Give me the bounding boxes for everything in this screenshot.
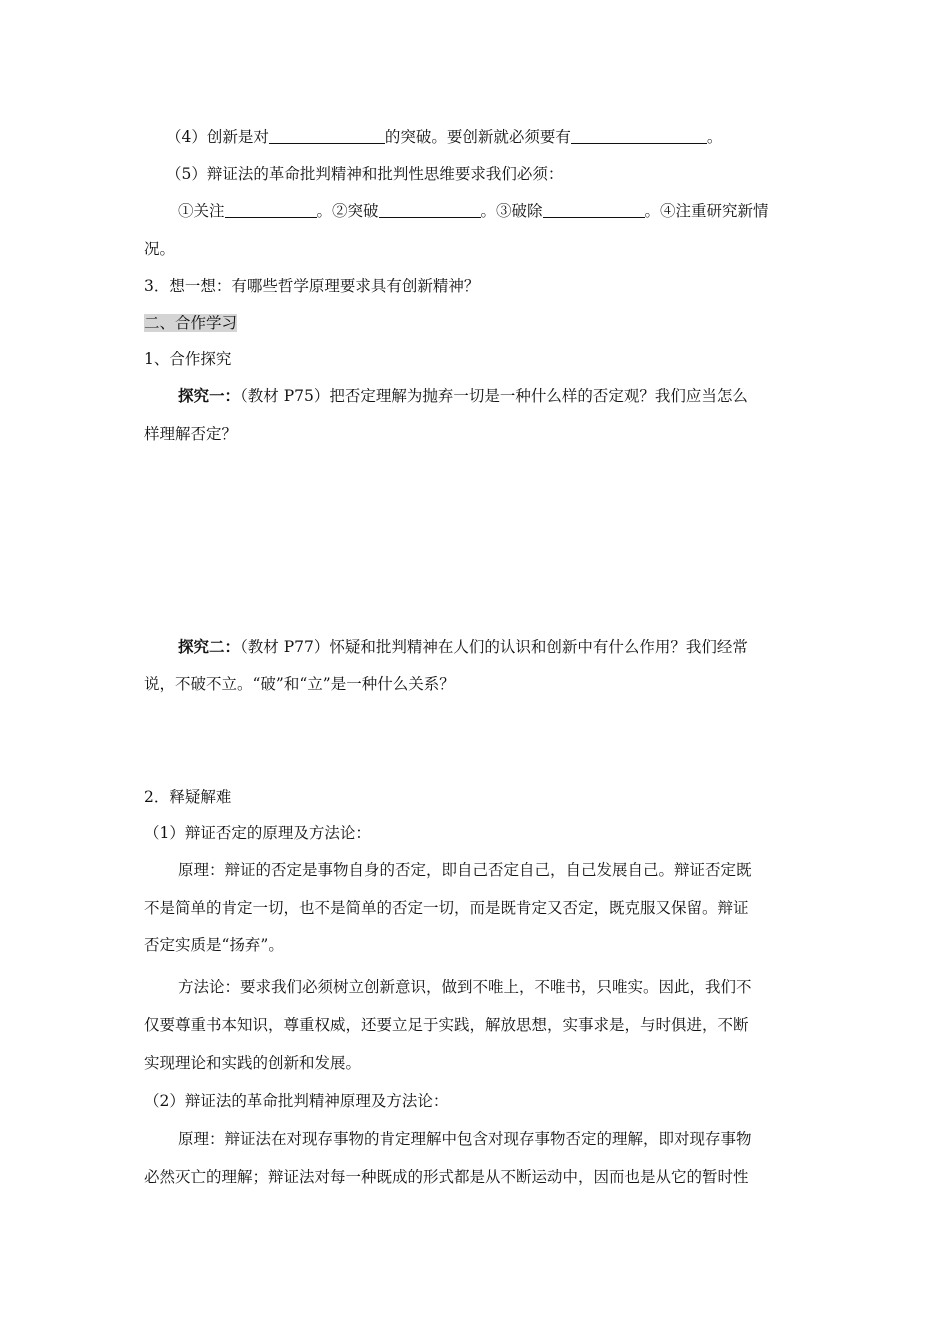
point-1-method-line-1: 方法论：要求我们必须树立创新意识，做到不唯上，不唯书，只唯实。因此，我们不 (178, 978, 752, 996)
point-2-principle-line-1: 原理：辩证法在对现存事物的肯定理解中包含对现存事物否定的理解，即对现存事物 (178, 1130, 752, 1148)
explore-2-label: 探究二： (178, 637, 241, 656)
question-4 (166, 126, 722, 148)
question-5-item-c: 。③破除 (480, 202, 543, 220)
point-2-principle-line-2: 必然灭亡的理解；辩证法对每一种既成的形式都是从不断运动中，因而也是从它的暂时性 (144, 1168, 749, 1186)
blank-1 (269, 127, 385, 144)
question-5-wrap: 况。 (144, 240, 176, 258)
explore-1-label: 探究一： (178, 386, 241, 405)
section-heading-text: 二、合作学习 (144, 314, 238, 332)
blank-3 (225, 201, 317, 218)
explore-1-wrap: 样理解否定？ (144, 425, 238, 443)
point-1-method-line-2: 仅要尊重书本知识，尊重权威，还要立足于实践，解放思想，实事求是，与时俱进，不断 (144, 1016, 749, 1034)
blank-2 (571, 127, 707, 144)
subsection-resolve: 2．释疑解难 (144, 788, 232, 806)
blank-5 (543, 201, 645, 218)
explore-1 (178, 385, 748, 407)
point-1-method-line-3: 实现理论和实践的创新和发展。 (144, 1054, 362, 1072)
question-4-text-b: 的突破。要创新就必须要有 (384, 128, 571, 146)
explore-2-wrap: 说，不破不立。“破”和“立”是一种什么关系？ (144, 675, 455, 693)
question-5-item-d: 。④注重研究新情 (644, 202, 769, 220)
blank-4 (379, 201, 481, 218)
question-4-text-a: （4）创新是对 (166, 128, 269, 146)
explore-2 (178, 636, 748, 658)
point-1-principle-line-2: 不是简单的肯定一切，也不是简单的否定一切，而是既肯定又否定，既克服又保留。辩证 (144, 899, 749, 917)
question-5-title: （5）辩证法的革命批判精神和批判性思维要求我们必须： (166, 165, 564, 183)
point-2-title: （2）辩证法的革命批判精神原理及方法论： (144, 1092, 449, 1110)
question-4-text-c: 。 (706, 128, 723, 146)
explore-2-text: （教材 P77）怀疑和批判精神在人们的认识和创新中有什么作用？我们经常 (240, 638, 748, 656)
explore-1-text: （教材 P75）把否定理解为抛弃一切是一种什么样的否定观？我们应当怎么 (240, 387, 748, 405)
question-3: 3．想一想：有哪些哲学原理要求具有创新精神？ (144, 277, 480, 295)
subsection-coop: 1、合作探究 (144, 350, 232, 368)
question-5-item-a: ①关注 (178, 202, 225, 220)
point-1-title: （1）辩证否定的原理及方法论： (144, 824, 371, 842)
point-1-principle-line-3: 否定实质是“扬弃”。 (144, 936, 284, 954)
section-heading (144, 312, 237, 334)
question-5-items (178, 200, 769, 222)
question-5-item-b: 。②突破 (316, 202, 379, 220)
point-1-principle-line-1: 原理：辩证的否定是事物自身的否定，即自己否定自己，自己发展自己。辩证否定既 (178, 861, 752, 879)
